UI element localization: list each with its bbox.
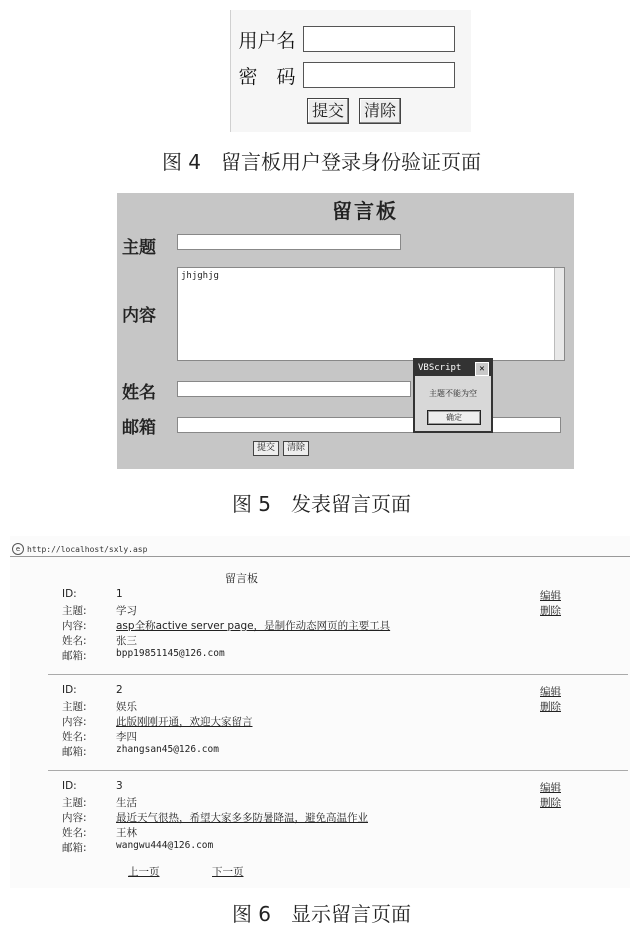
record-email: zhangsan45@126.com: [116, 744, 219, 755]
record-divider: [48, 674, 628, 675]
name-label: 姓名:: [62, 731, 87, 743]
password-input[interactable]: [303, 62, 455, 88]
vbscript-alert-dialog: [413, 358, 493, 433]
dialog-message: 主题不能为空: [429, 389, 477, 398]
dialog-title: VBScript: [418, 363, 462, 373]
email-label: 邮箱:: [62, 842, 87, 854]
address-url: http://localhost/sxly.asp: [27, 544, 148, 554]
email-input[interactable]: [177, 417, 561, 433]
prev-page-link[interactable]: 上一页: [128, 866, 160, 878]
content-label: 内容:: [62, 812, 87, 824]
delete-link[interactable]: 删除: [540, 701, 561, 713]
id-label: ID:: [62, 780, 77, 792]
clear-button[interactable]: 清除: [359, 98, 401, 124]
list-page-title: 留言板: [225, 572, 258, 585]
content-value: jhjghjg: [181, 271, 219, 281]
username-input[interactable]: [303, 26, 455, 52]
name-label: 姓名:: [62, 827, 87, 839]
delete-link[interactable]: 删除: [540, 797, 561, 809]
id-label: ID:: [62, 588, 77, 600]
password-row: [231, 60, 455, 90]
record-name: 张三: [116, 635, 137, 647]
figure-5-caption: 图 5 发表留言页面: [231, 492, 412, 516]
username-row: [231, 24, 455, 54]
submit-button[interactable]: 提交: [307, 98, 349, 124]
name-input[interactable]: [177, 381, 411, 397]
address-bar[interactable]: [10, 542, 630, 557]
record-content-link[interactable]: asp全称active server page，是制作动态网页的主要工具: [116, 620, 391, 632]
email-label: 邮箱:: [62, 746, 87, 758]
record-content-link[interactable]: 最近天气很热，希望大家多多防暑降温，避免高温作业: [116, 812, 368, 824]
email-label: 邮箱:: [62, 650, 87, 662]
username-label: 用户名: [238, 29, 296, 52]
id-label: ID:: [62, 684, 77, 696]
figure-6-caption: 图 6 显示留言页面: [231, 902, 412, 926]
dialog-ok-button[interactable]: 确定: [427, 410, 481, 425]
dialog-titlebar: [415, 360, 491, 376]
edit-link[interactable]: 编辑: [540, 590, 561, 602]
content-label: 内容:: [62, 620, 87, 632]
email-label: 邮箱: [122, 418, 156, 438]
post-clear-button[interactable]: 清除: [283, 441, 309, 456]
edit-link[interactable]: 编辑: [540, 782, 561, 794]
record-subject: 学习: [116, 605, 137, 617]
subject-label: 主题:: [62, 701, 87, 713]
content-label: 内容: [122, 306, 156, 326]
subject-label: 主题: [122, 238, 156, 258]
post-buttons: [253, 441, 309, 456]
close-icon[interactable]: ✕: [475, 362, 489, 376]
textarea-scrollbar[interactable]: [554, 268, 564, 360]
login-buttons: [307, 98, 401, 124]
next-page-link[interactable]: 下一页: [212, 866, 244, 878]
subject-label: 主题:: [62, 605, 87, 617]
content-label: 内容:: [62, 716, 87, 728]
name-label: 姓名:: [62, 635, 87, 647]
record-id: 2: [116, 684, 123, 696]
record-id: 3: [116, 780, 123, 792]
message-list-screenshot: [10, 536, 630, 888]
password-label: 密 码: [238, 65, 296, 88]
name-label: 姓名: [122, 383, 156, 403]
subject-input[interactable]: [177, 234, 401, 250]
record-email: bpp19851145@126.com: [116, 648, 225, 659]
record-subject: 娱乐: [116, 701, 137, 713]
record-content-link[interactable]: 此版刚刚开通，欢迎大家留言: [116, 716, 253, 728]
record-email: wangwu444@126.com: [116, 840, 214, 851]
record-name: 王林: [116, 827, 137, 839]
post-submit-button[interactable]: 提交: [253, 441, 279, 456]
content-textarea[interactable]: [177, 267, 565, 361]
browser-page-icon: e: [12, 543, 24, 555]
record-divider: [48, 770, 628, 771]
record-id: 1: [116, 588, 123, 600]
login-form-screenshot: [230, 10, 471, 132]
record-subject: 生活: [116, 797, 137, 809]
subject-label: 主题:: [62, 797, 87, 809]
post-message-screenshot: [117, 193, 574, 469]
figure-4-caption: 图 4 留言板用户登录身份验证页面: [161, 150, 482, 174]
board-title: 留言板: [332, 199, 398, 223]
record-name: 李四: [116, 731, 137, 743]
edit-link[interactable]: 编辑: [540, 686, 561, 698]
delete-link[interactable]: 删除: [540, 605, 561, 617]
